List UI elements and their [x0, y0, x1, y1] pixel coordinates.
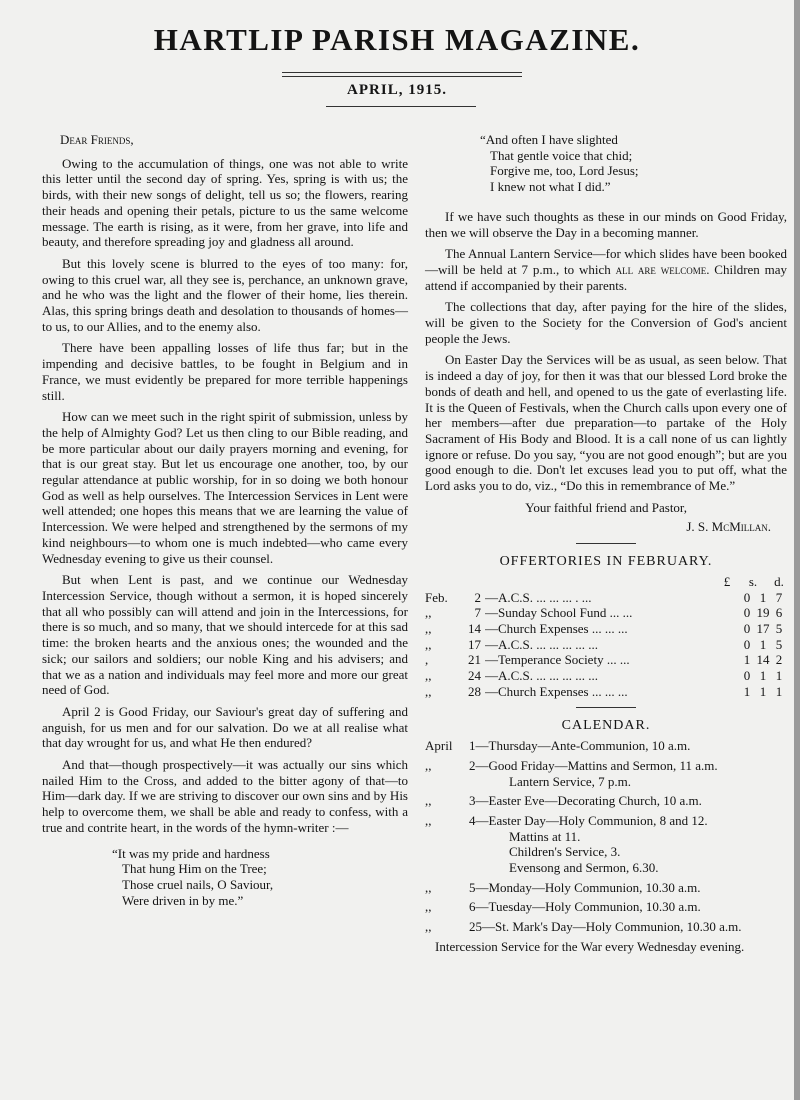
row-pence: 1	[775, 668, 783, 684]
entry-line: 1—Thursday—Ante-Communion, 10 a.m.	[469, 738, 691, 754]
offertories-heading: OFFERTORIES IN FEBRUARY.	[499, 554, 713, 570]
row-month: ,,	[425, 620, 432, 636]
calendar-entry	[425, 880, 787, 896]
row-month: ,,	[425, 636, 432, 652]
row-pounds: 0	[743, 605, 751, 621]
row-pounds: 1	[743, 652, 751, 668]
letter-paragraph: There have been appalling losses of life thus far; but in the impending and decisive battles, to be fought in Belgium and in France, we must evidently be prepared for more terrible happenings still.	[42, 340, 408, 403]
entry-line: 3—Easter Eve—Decorating Church, 10 a.m.	[469, 793, 702, 809]
row-desc: —Temperance Society ... ...	[485, 652, 630, 668]
letter-paragraph: If we have such thoughts as these in our minds on Good Friday, then we will observe the Day in a becoming manner.	[425, 208, 787, 240]
entry-line: 6—Tuesday—Holy Communion, 10.30 a.m.	[469, 899, 701, 915]
row-pence: 7	[775, 589, 783, 605]
row-day: 17	[468, 636, 481, 652]
row-month: ,,	[425, 668, 432, 684]
calendar-entry	[425, 793, 787, 809]
row-shillings: 1	[759, 668, 767, 684]
row-shillings: 14	[756, 652, 770, 668]
row-desc: —Church Expenses ... ... ...	[485, 683, 628, 699]
verse-line: That gentle voice that chid;	[490, 147, 633, 163]
row-pence: 6	[775, 605, 783, 621]
signoff: Your faithful friend and Pastor,	[525, 499, 687, 515]
row-day: 21	[468, 652, 481, 668]
row-desc: —A.C.S. ... ... ... ... ...	[485, 636, 599, 652]
intercession-note: Intercession Service for the War every Wednesday evening.	[435, 938, 745, 954]
verse-line: “And often I have slighted	[480, 132, 618, 147]
entry-month: ,,	[425, 919, 432, 935]
row-shillings: 1	[759, 683, 767, 699]
right-column	[425, 132, 787, 955]
letter-paragraph: On Easter Day the Services will be as usual, as seen below. That is indeed a day of joy, for then it was that our blessed Lord broke the bonds of death and hell, and opened to us the gate of everlasting life. It is the Queen of Festivals, when the Church calls upon every one of her members—after due preparation—to partake of the Holy Sacrament of His Body and Blood. It is a call none of us can lightly ignore or refuse. Do you say, “you are not good enough”; but are you good enough to die. Don't let excuses lead you to put off, what the Lord asks you to do, viz., “Do this in remembrance of Me.”	[425, 352, 787, 494]
offertory-row	[425, 590, 787, 606]
row-pounds: 0	[743, 668, 751, 684]
row-desc: —Church Expenses ... ... ...	[485, 620, 628, 636]
entry-month: ,,	[425, 793, 432, 809]
currency-header	[425, 574, 787, 590]
entry-line: 4—Easter Day—Holy Communion, 8 and 12.	[469, 812, 708, 828]
row-pounds: 0	[743, 620, 751, 636]
masthead: HARTLIP PARISH MAGAZINE.	[153, 22, 641, 57]
row-month: ,,	[425, 683, 432, 699]
verse-line: Forgive me, too, Lord Jesus;	[490, 163, 639, 179]
hymn-verse-2	[480, 132, 787, 195]
offertories-table	[425, 590, 787, 700]
row-month: ,	[425, 652, 429, 668]
letter-paragraph: How can we meet such in the right spirit of submission, unless by the help of Almighty God? Let us then cling to our Bible reading, and be more particular about our daily prayers morning and evening, for that is our great stay. But let us encourage one another, too, by our regular attendance at public worship, for in so doing we both honour God as well as help ourselves. The Intercession Services in Lent were well attended; one hopes this means that we are learning the value of Intercession. We were helped and strengthened by the sermons of my kind neighbours—to whom one is much indebted—who came every Wednesday evening to give us their counsel.	[42, 409, 408, 566]
offertory-row	[425, 637, 787, 653]
date-rule	[326, 106, 476, 107]
letter-paragraph: But when Lent is past, and we continue our Wednesday Intercession Service, though without a sermon, it is hoped sincerely that all who possibly can will attend and join in the Intercessions, for there is so much, and so many, that we should intercede for at this sad time: the broken hearts and the anxious ones; the wounded and the sick; our sailors and soldiers; our noble King and his advisers; and that we as a nation and individuals may feel more and more our great need of God.	[42, 572, 408, 698]
row-desc: —Sunday School Fund ... ...	[485, 605, 633, 621]
calendar-entry	[425, 758, 787, 789]
calendar-entry	[425, 738, 787, 754]
verse-line: Those cruel nails, O Saviour,	[122, 876, 274, 892]
shillings-header: s.	[748, 573, 758, 589]
section-divider	[576, 707, 636, 708]
letter-paragraph: Owing to the accumulation of things, one was not able to write this letter until the second day of spring. Yes, spring is with us; the birds, with their new songs of delight, tell us so; the flowers, rearing their heads and opening their petals, picture to us the same welcome message. The earth is rising, as it were, from her grave, into life and beauty, and therefore spreading joy and gladness all around.	[42, 155, 408, 250]
row-shillings: 17	[756, 620, 770, 636]
offertory-row	[425, 668, 787, 684]
entry-month: ,,	[425, 879, 432, 895]
offertory-row	[425, 652, 787, 668]
row-pounds: 0	[743, 636, 751, 652]
letter-paragraph: But this lovely scene is blurred to the eyes of too many: for, owing to this cruel war, all they see is, perchance, an unknown grave, and he who was the light and the flower of their home, lies therein. Alas, this spring brings death and desolation to thousands of homes—to us, to our Allies, and to the enemy also.	[42, 255, 408, 334]
pounds-header: £	[723, 573, 731, 589]
calendar-entry	[425, 813, 787, 876]
verse-line: That hung Him on the Tree;	[122, 861, 267, 877]
entry-month: ,,	[425, 757, 432, 773]
row-day: 7	[474, 605, 481, 621]
pence-header: d.	[774, 573, 784, 589]
lantern-text-start: The Annual Lantern Service—for which slides have been booked—will be held at 7 p.m., to which	[425, 246, 787, 277]
verse-line: Were driven in by me.”	[122, 892, 244, 908]
row-month: ,,	[425, 605, 432, 621]
row-pounds: 1	[743, 683, 751, 699]
entry-line: Evensong and Sermon, 6.30.	[509, 860, 659, 876]
entry-line: Children's Service, 3.	[509, 844, 621, 860]
entry-month: ,,	[425, 812, 432, 828]
hymn-verse-1	[112, 846, 408, 909]
row-desc: —A.C.S. ... ... ... ... ...	[485, 668, 599, 684]
calendar-entry	[425, 899, 787, 915]
signature: J. S. McMillan.	[686, 519, 771, 535]
entry-line: Mattins at 11.	[509, 828, 581, 844]
row-pounds: 0	[743, 589, 751, 605]
row-pence: 2	[775, 652, 783, 668]
letter-paragraph: And that—though prospectively—it was actually our sins which nailed Him to the Cross, and added to the bitter agony of that—to Him—dark day. If we are striving to discover our own sins and by His help to overcome them, we shall be able and ready to confess, with a true and contrite heart, in the words of the hymn-writer :—	[42, 757, 408, 835]
verse-line: I knew not what I did.”	[490, 179, 611, 195]
calendar-entry	[425, 919, 787, 935]
letter-paragraph: April 2 is Good Friday, our Saviour's great day of suffering and anguish, for us men and for our salvation. Do we at all realise what that day wrought for us, and what He then endured?	[42, 703, 408, 751]
row-day: 28	[468, 683, 481, 699]
lantern-service-paragraph	[425, 246, 787, 293]
row-shillings: 1	[759, 589, 767, 605]
all-welcome-text: all are welcome.	[615, 261, 710, 277]
row-desc: —A.C.S. ... ... ... . ...	[485, 589, 592, 605]
entry-line: 5—Monday—Holy Communion, 10.30 a.m.	[469, 879, 701, 895]
calendar-list	[425, 738, 787, 935]
entry-line: Lantern Service, 7 p.m.	[509, 773, 632, 789]
row-day: 14	[468, 620, 481, 636]
left-column	[42, 132, 408, 908]
row-month: Feb.	[425, 589, 448, 605]
letter-paragraph: The collections that day, after paying for the hire of the slides, will be given to the Society for the Conversion of God's ancient people the Jews.	[425, 299, 787, 346]
entry-line: 2—Good Friday—Mattins and Sermon, 11 a.m.	[469, 757, 718, 773]
offertory-row	[425, 621, 787, 637]
issue-date: APRIL, 1915.	[347, 82, 447, 98]
salutation: Dear Friends,	[60, 132, 134, 147]
offertory-row	[425, 684, 787, 700]
entry-line: 25—St. Mark's Day—Holy Communion, 10.30 a.m.	[469, 919, 742, 935]
section-divider	[576, 543, 636, 544]
calendar-heading: CALENDAR.	[561, 718, 651, 734]
row-shillings: 1	[759, 636, 767, 652]
row-pence: 5	[775, 636, 783, 652]
row-shillings: 19	[756, 605, 770, 621]
verse-line: “It was my pride and hardness	[112, 845, 270, 861]
masthead-rule	[282, 72, 522, 77]
row-pence: 1	[775, 683, 783, 699]
entry-month: April	[425, 738, 453, 754]
lantern-text-end: Children may attend if accompanied by their parents.	[425, 261, 787, 293]
entry-month: ,,	[425, 899, 432, 915]
row-day: 24	[468, 668, 481, 684]
offertory-row	[425, 605, 787, 621]
row-day: 2	[474, 589, 481, 605]
row-pence: 5	[775, 620, 783, 636]
